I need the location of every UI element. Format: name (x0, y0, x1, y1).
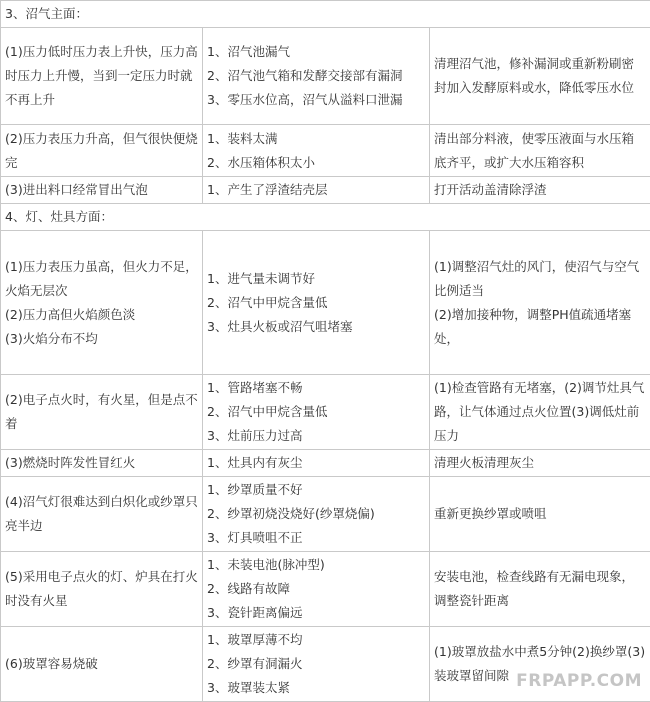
symptom-cell: (1)压力低时压力表上升快，压力高时压力上升慢，当到一定压力时就不再上升 (1, 28, 203, 125)
cause-item: 1、纱罩质量不好 (207, 478, 425, 502)
cause-item: 3、灯具喷咀不正 (207, 526, 425, 550)
table-row (1, 177, 650, 204)
cause-item: 3、灶前压力过高 (207, 424, 425, 448)
symptom-cell: (3)进出料口经常冒出气泡 (1, 177, 203, 204)
cause-item: 2、沼气池气箱和发酵交接部有漏洞 (207, 64, 425, 88)
symptom-cell: (2)压力表压力升高，但气很快便烧完 (1, 125, 203, 177)
remedy-cell: (1)玻罩放盐水中煮5分钟(2)换纱罩(3)装玻罩留间隙 (430, 627, 650, 702)
table-row (1, 450, 650, 477)
section-header-row (1, 204, 650, 231)
cause-cell (203, 477, 430, 552)
cause-item: 2、沼气中甲烷含量低 (207, 291, 425, 315)
symptom-cell: (3)燃烧时阵发性冒红火 (1, 450, 203, 477)
table-row (1, 28, 650, 125)
cause-cell (203, 375, 430, 450)
remedy-cell: 清理火板清理灰尘 (430, 450, 650, 477)
symptom-cell (1, 231, 203, 375)
cause-cell (203, 231, 430, 375)
section-title: 3、沼气主面： (1, 1, 650, 28)
table-row (1, 477, 650, 552)
section-header-row (1, 1, 650, 28)
remedy-cell: 清出部分料液，使零压液面与水压箱底齐平，或扩大水压箱容积 (430, 125, 650, 177)
cause-cell (203, 552, 430, 627)
cause-item: 1、管路堵塞不畅 (207, 376, 425, 400)
cause-item: 2、沼气中甲烷含量低 (207, 400, 425, 424)
watermark-logo: FRPAPP.COM (516, 671, 642, 691)
table-row (1, 375, 650, 450)
cause-item: 1、产生了浮渣结壳层 (207, 178, 425, 202)
cause-item: 3、零压水位高，沼气从溢料口泄漏 (207, 88, 425, 112)
remedy-text: (1)调整沼气灶的风门，使沼气与空气比例适当 (2)增加接种物，调整PH值疏通堵塞处， (434, 259, 639, 346)
symptom-cell: (2)电子点火时，有火星，但是点不着 (1, 375, 203, 450)
symptom-text: (1)压力表压力虽高，但火力不足，火焰无层次 (2)压力高但火焰颜色淡 (3)火焰分布不均 (5, 259, 198, 346)
table-row (1, 125, 650, 177)
cause-cell (203, 627, 430, 702)
symptom-cell: (6)玻罩容易烧破 (1, 627, 203, 702)
cause-item: 1、进气量未调节好 (207, 267, 425, 291)
remedy-cell: 安装电池，检查线路有无漏电现象，调整瓷针距离 (430, 552, 650, 627)
cause-item: 3、瓷针距离偏远 (207, 601, 425, 625)
table-row (1, 231, 650, 375)
cause-item: 1、装料太满 (207, 127, 425, 151)
remedy-cell: 清理沼气池，修补漏洞或重新粉刷密封加入发酵原料或水，降低零压水位 (430, 28, 650, 125)
symptom-cell: (5)采用电子点火的灯、炉具在打火时没有火星 (1, 552, 203, 627)
cause-cell (203, 125, 430, 177)
cause-item: 1、未装电池(脉冲型) (207, 553, 425, 577)
remedy-cell: 重新更换纱罩或喷咀 (430, 477, 650, 552)
cause-item: 3、灶具火板或沼气咀堵塞 (207, 315, 425, 339)
remedy-cell: (1)检查管路有无堵塞，(2)调节灶具气路，让气体通过点火位置(3)调低灶前压力 (430, 375, 650, 450)
cause-item: 2、纱罩初烧没烧好(纱罩烧偏) (207, 502, 425, 526)
table-row (1, 552, 650, 627)
section-title: 4、灯、灶具方面： (1, 204, 650, 231)
cause-cell (203, 450, 430, 477)
cause-item: 1、玻罩厚薄不均 (207, 628, 425, 652)
cause-item: 1、沼气池漏气 (207, 40, 425, 64)
symptom-cell: (4)沼气灯很难达到白炽化或纱罩只亮半边 (1, 477, 203, 552)
cause-item: 1、灶具内有灰尘 (207, 451, 425, 475)
cause-item: 2、水压箱体积太小 (207, 151, 425, 175)
remedy-cell: 打开活动盖清除浮渣 (430, 177, 650, 204)
cause-item: 2、纱罩有洞漏火 (207, 652, 425, 676)
cause-cell (203, 177, 430, 204)
cause-item: 3、玻罩装太紧 (207, 676, 425, 700)
cause-item: 2、线路有故障 (207, 577, 425, 601)
remedy-cell (430, 231, 650, 375)
cause-cell (203, 28, 430, 125)
